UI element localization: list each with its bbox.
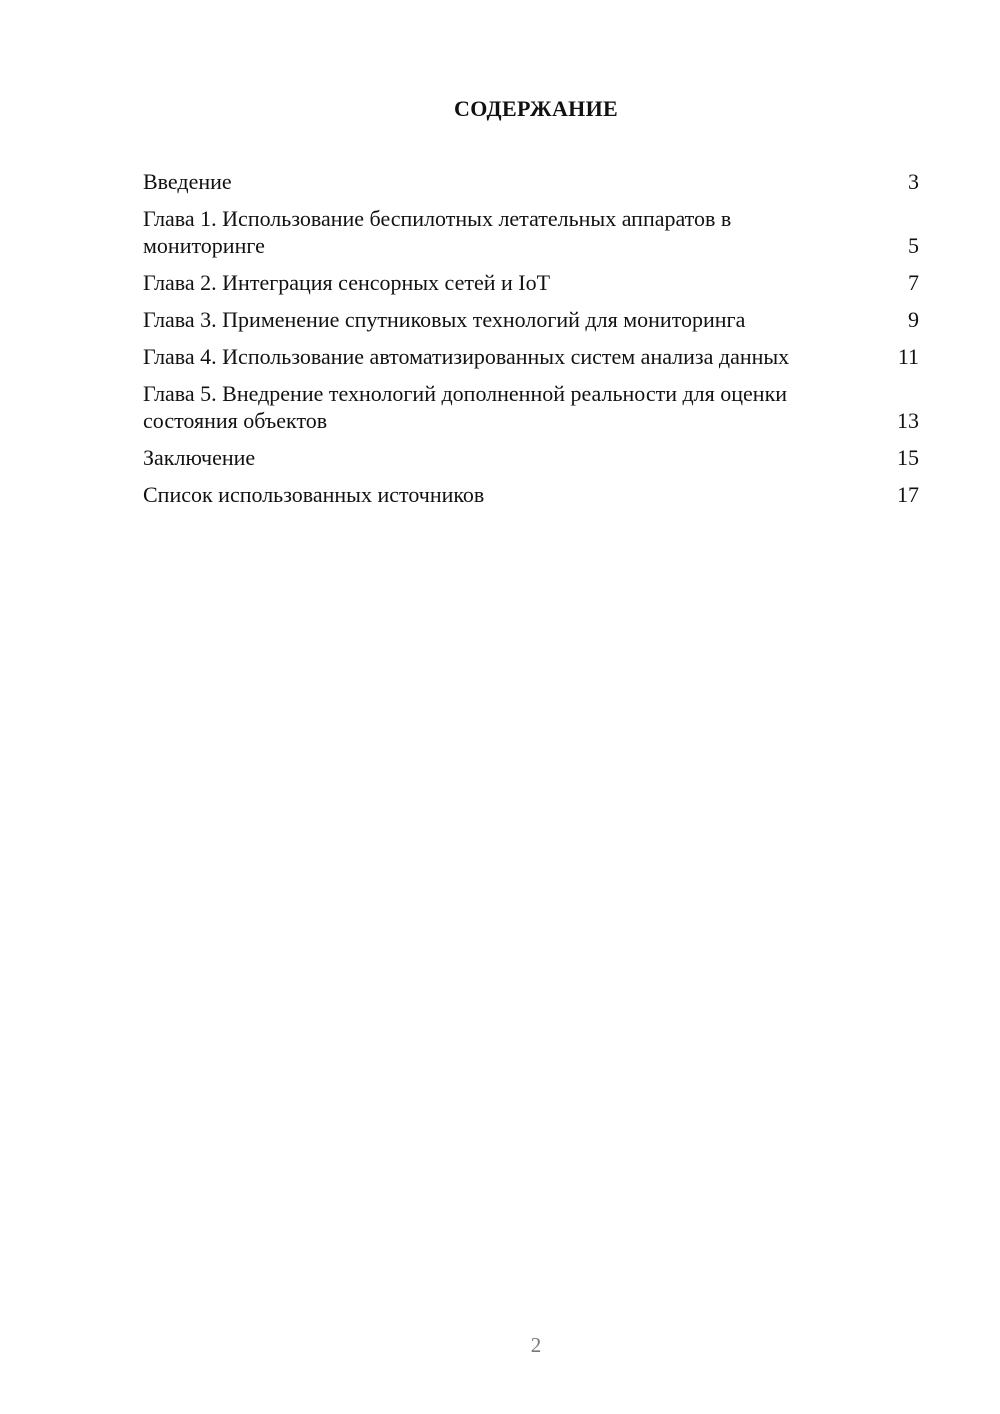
toc-entry-text: Глава 4. Использование автоматизированных систем анализа данных <box>143 344 790 369</box>
toc-entry-introduction <box>143 168 919 195</box>
toc-entry-conclusion <box>143 444 919 471</box>
toc-list <box>143 168 919 518</box>
toc-title: СОДЕРЖАНИЕ <box>454 96 618 121</box>
toc-entry-page: 9 <box>908 307 919 332</box>
toc-entry-page: 3 <box>908 169 919 194</box>
toc-entry-text: Список использованных источников <box>143 482 485 507</box>
toc-entry-text: Введение <box>143 169 232 194</box>
toc-entry-chapter-2 <box>143 269 919 296</box>
toc-entry-page: 15 <box>897 445 919 470</box>
toc-entry-chapter-4 <box>143 343 919 370</box>
toc-entry-chapter-5 <box>143 380 919 434</box>
toc-entry-page: 7 <box>908 270 919 295</box>
toc-entry-page: 17 <box>897 482 919 507</box>
toc-entry-text: Глава 3. Применение спутниковых технологий для мониторинга <box>143 307 746 332</box>
toc-entry-chapter-1 <box>143 205 919 259</box>
toc-entry-page: 5 <box>908 233 919 258</box>
toc-entry-text: Глава 1. Использование беспилотных летательных аппаратов в мониторинге <box>143 206 732 258</box>
toc-entry-references <box>143 481 919 508</box>
page-number: 2 <box>530 1333 542 1357</box>
toc-entry-text: Заключение <box>143 445 256 470</box>
toc-entry-text: Глава 2. Интеграция сенсорных сетей и IoT <box>143 270 551 295</box>
toc-entry-chapter-3 <box>143 306 919 333</box>
toc-entry-text: Глава 5. Внедрение технологий дополненной реальности для оценки состояния объектов <box>143 381 788 433</box>
toc-entry-page: 13 <box>897 408 919 433</box>
toc-entry-page: 11 <box>897 344 919 369</box>
